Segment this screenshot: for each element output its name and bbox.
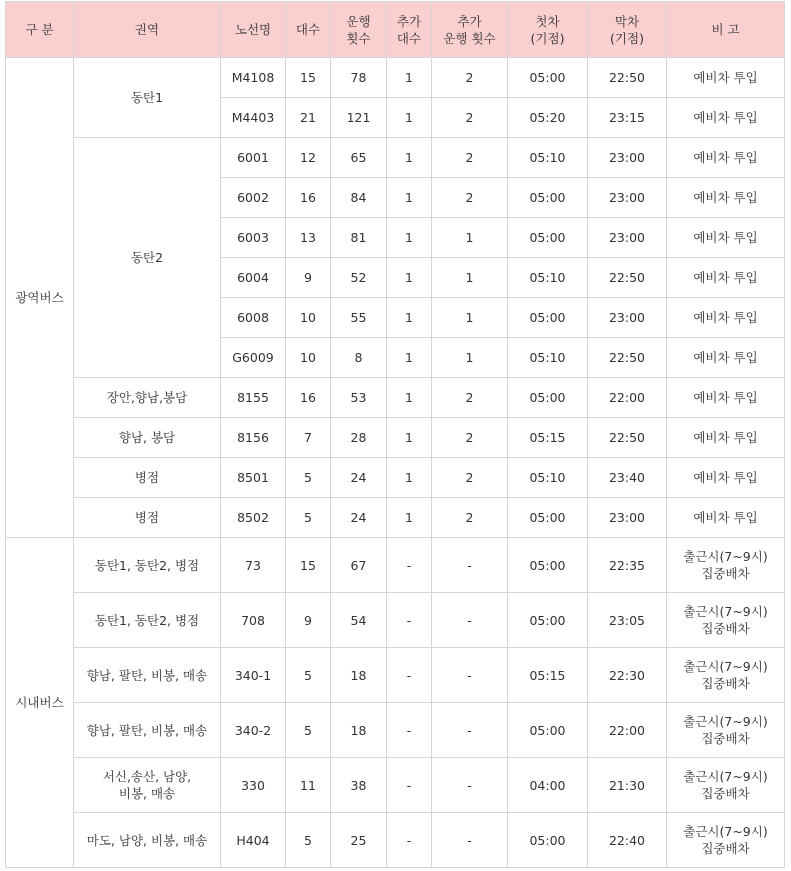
add-trips-cell: 1 <box>432 218 508 258</box>
first-bus-cell: 05:10 <box>508 258 588 298</box>
route-cell: 8155 <box>221 378 286 418</box>
add-trips-cell: 2 <box>432 378 508 418</box>
note-line1: 출근시(7~9시) <box>683 824 768 839</box>
note-cell: 예비차 투입 <box>667 298 785 338</box>
note-line1: 출근시(7~9시) <box>683 769 768 784</box>
first-bus-cell: 05:10 <box>508 138 588 178</box>
add-trips-cell: - <box>432 538 508 593</box>
trips-cell: 25 <box>331 813 387 868</box>
add-trips-cell: 2 <box>432 458 508 498</box>
region-cell: 병점 <box>74 458 221 498</box>
trips-cell: 52 <box>331 258 387 298</box>
table-row <box>6 58 785 98</box>
buses-cell: 5 <box>286 458 331 498</box>
header-region <box>74 2 221 58</box>
trips-cell: 28 <box>331 418 387 458</box>
last-bus-cell: 22:40 <box>588 813 667 868</box>
last-bus-cell: 22:30 <box>588 648 667 703</box>
region-cell <box>74 758 221 813</box>
note-cell <box>667 648 785 703</box>
route-cell: 6003 <box>221 218 286 258</box>
add-trips-cell: - <box>432 648 508 703</box>
add-trips-cell: 2 <box>432 498 508 538</box>
note-line2: 집중배차 <box>701 841 750 856</box>
buses-cell: 16 <box>286 378 331 418</box>
route-cell: 8501 <box>221 458 286 498</box>
trips-cell: 24 <box>331 458 387 498</box>
last-bus-cell: 23:40 <box>588 458 667 498</box>
route-cell: H404 <box>221 813 286 868</box>
header-trips-line1: 운행 <box>346 13 371 29</box>
last-bus-cell: 23:05 <box>588 593 667 648</box>
last-bus-cell: 23:00 <box>588 178 667 218</box>
buses-cell: 5 <box>286 813 331 868</box>
buses-cell: 7 <box>286 418 331 458</box>
buses-cell: 10 <box>286 338 331 378</box>
route-cell: 6008 <box>221 298 286 338</box>
note-line1: 출근시(7~9시) <box>683 604 768 619</box>
first-bus-cell: 05:10 <box>508 338 588 378</box>
add-buses-cell: - <box>387 648 432 703</box>
header-add-trips-line2: 운행 횟수 <box>443 30 496 46</box>
header-trips-line2: 횟수 <box>346 30 371 46</box>
header-category-label: 구 분 <box>25 22 54 37</box>
first-bus-cell: 05:00 <box>508 378 588 418</box>
add-trips-cell: 2 <box>432 58 508 98</box>
last-bus-cell: 23:00 <box>588 138 667 178</box>
buses-cell: 5 <box>286 648 331 703</box>
buses-cell: 16 <box>286 178 331 218</box>
note-cell: 예비차 투입 <box>667 498 785 538</box>
route-cell: 6004 <box>221 258 286 298</box>
table-row <box>6 418 785 458</box>
header-last-line2: (기점) <box>610 30 644 46</box>
add-buses-cell: 1 <box>387 178 432 218</box>
region-cell: 동탄1 <box>74 58 221 138</box>
route-cell: 8156 <box>221 418 286 458</box>
trips-cell: 24 <box>331 498 387 538</box>
first-bus-cell: 04:00 <box>508 758 588 813</box>
trips-cell: 81 <box>331 218 387 258</box>
region-cell: 향남, 봉담 <box>74 418 221 458</box>
header-row <box>6 2 785 58</box>
note-cell <box>667 813 785 868</box>
add-buses-cell: 1 <box>387 138 432 178</box>
header-add-buses-line1: 추가 <box>396 13 422 29</box>
header-buses-label: 대수 <box>295 22 321 37</box>
bus-schedule-table <box>5 1 785 868</box>
route-cell: 340-1 <box>221 648 286 703</box>
trips-cell: 18 <box>331 648 387 703</box>
first-bus-cell: 05:00 <box>508 538 588 593</box>
trips-cell: 53 <box>331 378 387 418</box>
last-bus-cell: 22:50 <box>588 418 667 458</box>
note-line1: 출근시(7~9시) <box>683 659 768 674</box>
region-cell: 병점 <box>74 498 221 538</box>
add-trips-cell: - <box>432 593 508 648</box>
header-first-line1: 첫차 <box>535 13 560 29</box>
header-buses <box>286 2 331 58</box>
note-cell <box>667 758 785 813</box>
table-row <box>6 758 785 813</box>
last-bus-cell: 21:30 <box>588 758 667 813</box>
note-cell: 예비차 투입 <box>667 458 785 498</box>
header-last-line1: 막차 <box>614 13 640 29</box>
add-buses-cell: 1 <box>387 418 432 458</box>
last-bus-cell: 22:50 <box>588 338 667 378</box>
region-cell: 동탄1, 동탄2, 병점 <box>74 538 221 593</box>
note-line2: 집중배차 <box>701 731 750 746</box>
header-route-label: 노선명 <box>234 22 272 37</box>
route-cell: 340-2 <box>221 703 286 758</box>
trips-cell: 38 <box>331 758 387 813</box>
table-row <box>6 593 785 648</box>
buses-cell: 9 <box>286 258 331 298</box>
route-cell: 6001 <box>221 138 286 178</box>
add-buses-cell: - <box>387 813 432 868</box>
last-bus-cell: 23:00 <box>588 218 667 258</box>
table-row <box>6 458 785 498</box>
trips-cell: 65 <box>331 138 387 178</box>
header-first-line2: (기점) <box>530 30 565 46</box>
note-line1: 출근시(7~9시) <box>683 714 768 729</box>
add-buses-cell: 1 <box>387 498 432 538</box>
buses-cell: 15 <box>286 58 331 98</box>
header-add-trips <box>432 2 508 58</box>
first-bus-cell: 05:00 <box>508 813 588 868</box>
trips-cell: 54 <box>331 593 387 648</box>
first-bus-cell: 05:20 <box>508 98 588 138</box>
add-trips-cell: 2 <box>432 138 508 178</box>
last-bus-cell: 23:15 <box>588 98 667 138</box>
group-express: 광역버스 <box>6 58 74 538</box>
last-bus-cell: 23:00 <box>588 498 667 538</box>
region-line1: 서신,송산, 남양, <box>102 769 192 784</box>
first-bus-cell: 05:00 <box>508 593 588 648</box>
region-cell: 향남, 팔탄, 비봉, 매송 <box>74 648 221 703</box>
last-bus-cell: 22:50 <box>588 258 667 298</box>
region-cell: 향남, 팔탄, 비봉, 매송 <box>74 703 221 758</box>
add-trips-cell: - <box>432 703 508 758</box>
note-cell <box>667 538 785 593</box>
table-row <box>6 538 785 593</box>
note-line2: 집중배차 <box>701 676 750 691</box>
note-cell: 예비차 투입 <box>667 218 785 258</box>
route-cell: 8502 <box>221 498 286 538</box>
add-buses-cell: 1 <box>387 458 432 498</box>
note-line2: 집중배차 <box>701 621 750 636</box>
buses-cell: 12 <box>286 138 331 178</box>
table-row <box>6 648 785 703</box>
header-trips <box>331 2 387 58</box>
note-cell <box>667 593 785 648</box>
trips-cell: 18 <box>331 703 387 758</box>
trips-cell: 8 <box>331 338 387 378</box>
add-buses-cell: 1 <box>387 98 432 138</box>
add-buses-cell: 1 <box>387 338 432 378</box>
first-bus-cell: 05:15 <box>508 648 588 703</box>
header-add-buses-line2: 대수 <box>396 30 422 46</box>
note-line1: 출근시(7~9시) <box>683 549 768 564</box>
last-bus-cell: 22:00 <box>588 378 667 418</box>
region-cell: 동탄1, 동탄2, 병점 <box>74 593 221 648</box>
region-line2: 비봉, 매송 <box>118 786 176 801</box>
header-add-trips-line1: 추가 <box>457 13 482 29</box>
add-trips-cell: - <box>432 813 508 868</box>
first-bus-cell: 05:00 <box>508 298 588 338</box>
note-cell: 예비차 투입 <box>667 98 785 138</box>
add-buses-cell: - <box>387 703 432 758</box>
header-category <box>6 2 74 58</box>
region-cell: 동탄2 <box>74 138 221 378</box>
note-cell: 예비차 투입 <box>667 338 785 378</box>
add-trips-cell: - <box>432 758 508 813</box>
buses-cell: 21 <box>286 98 331 138</box>
region-cell: 장안,향남,봉담 <box>74 378 221 418</box>
last-bus-cell: 22:50 <box>588 58 667 98</box>
add-trips-cell: 1 <box>432 338 508 378</box>
table-row <box>6 138 785 178</box>
table-row <box>6 703 785 758</box>
header-region-label: 권역 <box>134 22 160 37</box>
add-buses-cell: 1 <box>387 58 432 98</box>
region-cell: 마도, 남양, 비봉, 매송 <box>74 813 221 868</box>
buses-cell: 9 <box>286 593 331 648</box>
add-buses-cell: - <box>387 758 432 813</box>
first-bus-cell: 05:00 <box>508 178 588 218</box>
header-first-bus <box>508 2 588 58</box>
note-cell: 예비차 투입 <box>667 378 785 418</box>
add-trips-cell: 2 <box>432 418 508 458</box>
trips-cell: 55 <box>331 298 387 338</box>
route-cell: M4108 <box>221 58 286 98</box>
note-cell: 예비차 투입 <box>667 178 785 218</box>
note-cell <box>667 703 785 758</box>
note-cell: 예비차 투입 <box>667 258 785 298</box>
group-city: 시내버스 <box>6 538 74 868</box>
buses-cell: 5 <box>286 703 331 758</box>
buses-cell: 11 <box>286 758 331 813</box>
header-add-buses <box>387 2 432 58</box>
note-line2: 집중배차 <box>701 566 750 581</box>
first-bus-cell: 05:15 <box>508 418 588 458</box>
trips-cell: 121 <box>331 98 387 138</box>
header-note-label: 비 고 <box>711 22 740 37</box>
note-cell: 예비차 투입 <box>667 138 785 178</box>
route-cell: G6009 <box>221 338 286 378</box>
buses-cell: 15 <box>286 538 331 593</box>
buses-cell: 10 <box>286 298 331 338</box>
first-bus-cell: 05:00 <box>508 703 588 758</box>
route-cell: 6002 <box>221 178 286 218</box>
trips-cell: 84 <box>331 178 387 218</box>
add-buses-cell: - <box>387 593 432 648</box>
buses-cell: 5 <box>286 498 331 538</box>
add-trips-cell: 1 <box>432 298 508 338</box>
last-bus-cell: 22:35 <box>588 538 667 593</box>
first-bus-cell: 05:00 <box>508 58 588 98</box>
add-buses-cell: 1 <box>387 218 432 258</box>
add-buses-cell: 1 <box>387 298 432 338</box>
route-cell: 330 <box>221 758 286 813</box>
add-trips-cell: 2 <box>432 178 508 218</box>
add-trips-cell: 2 <box>432 98 508 138</box>
note-line2: 집중배차 <box>701 786 750 801</box>
note-cell: 예비차 투입 <box>667 418 785 458</box>
route-cell: 73 <box>221 538 286 593</box>
first-bus-cell: 05:00 <box>508 218 588 258</box>
trips-cell: 67 <box>331 538 387 593</box>
buses-cell: 13 <box>286 218 331 258</box>
add-buses-cell: 1 <box>387 258 432 298</box>
header-route <box>221 2 286 58</box>
table-row <box>6 378 785 418</box>
last-bus-cell: 23:00 <box>588 298 667 338</box>
table-row <box>6 813 785 868</box>
last-bus-cell: 22:00 <box>588 703 667 758</box>
route-cell: M4403 <box>221 98 286 138</box>
trips-cell: 78 <box>331 58 387 98</box>
first-bus-cell: 05:00 <box>508 498 588 538</box>
first-bus-cell: 05:10 <box>508 458 588 498</box>
header-note <box>667 2 785 58</box>
add-buses-cell: 1 <box>387 378 432 418</box>
add-trips-cell: 1 <box>432 258 508 298</box>
header-last-bus <box>588 2 667 58</box>
note-cell: 예비차 투입 <box>667 58 785 98</box>
add-buses-cell: - <box>387 538 432 593</box>
table-row <box>6 498 785 538</box>
route-cell: 708 <box>221 593 286 648</box>
